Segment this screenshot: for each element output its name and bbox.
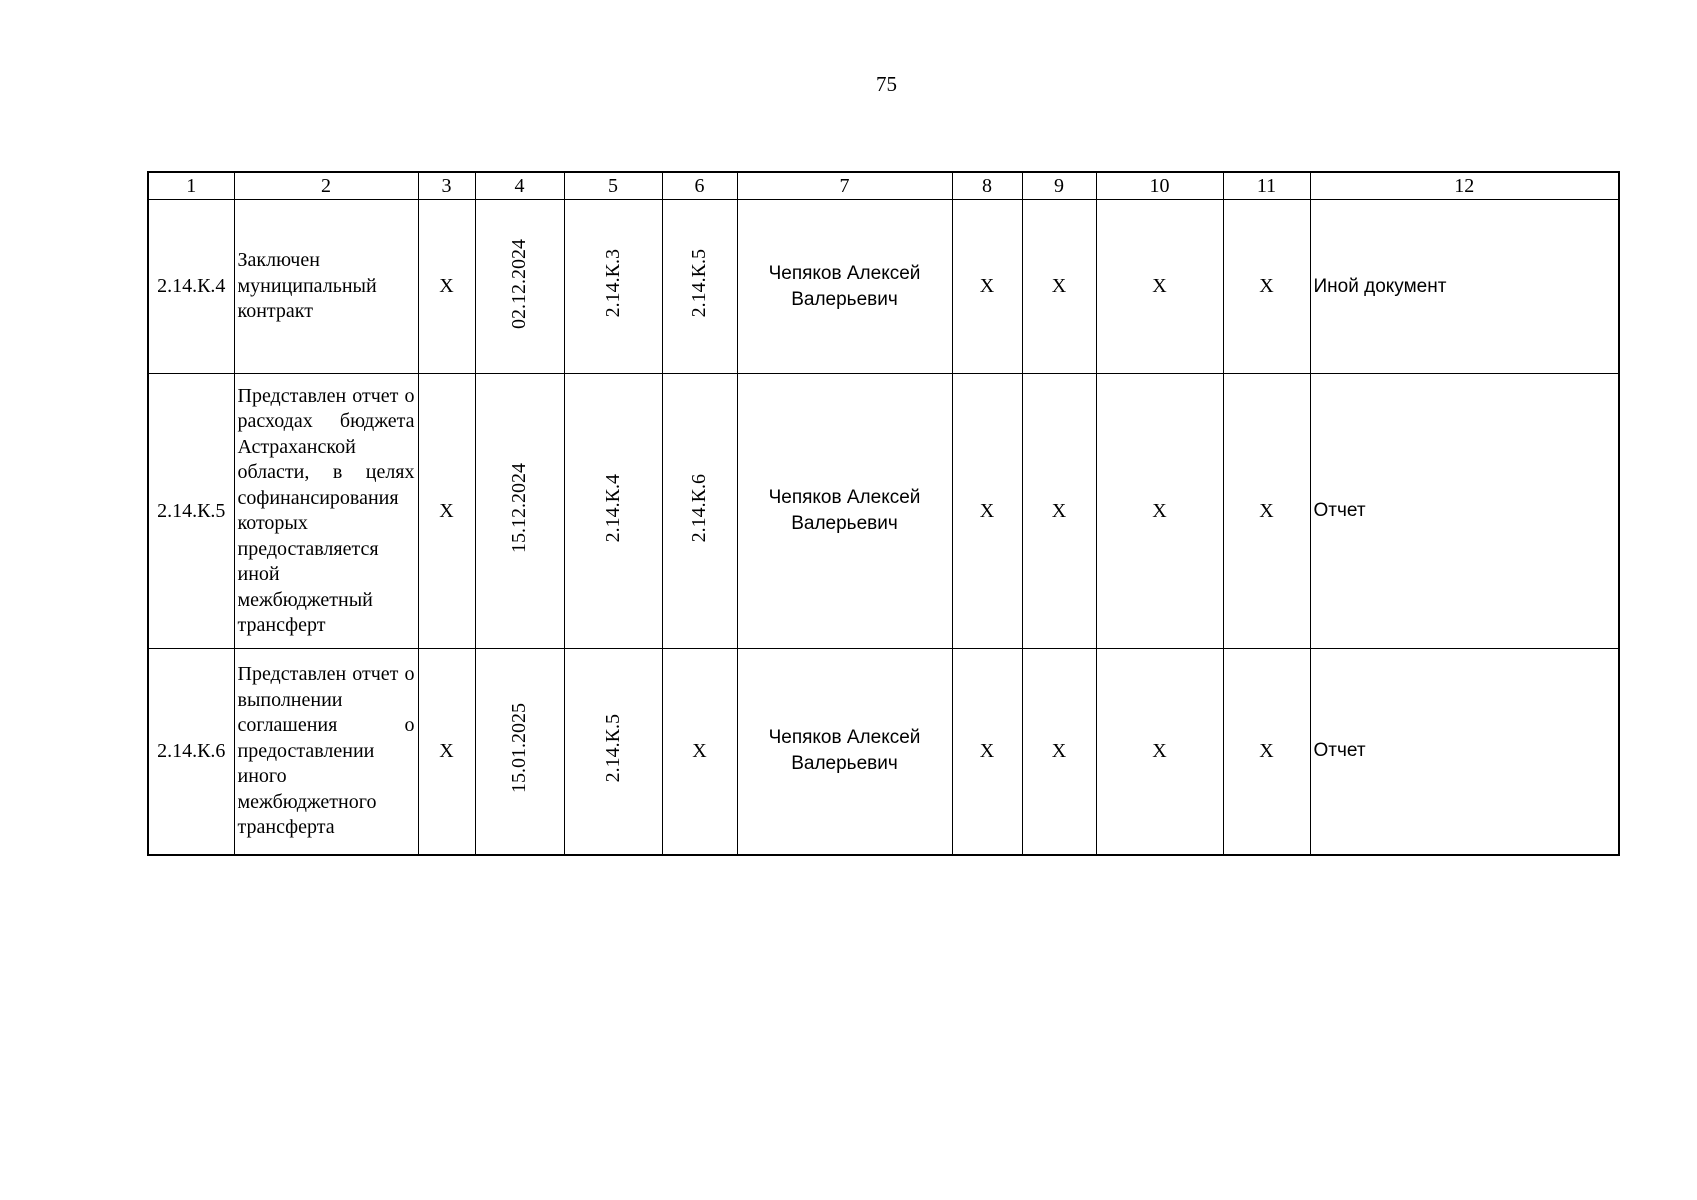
- table-row: [148, 374, 1619, 649]
- row-col8: X: [952, 374, 1022, 649]
- row-col10: X: [1096, 200, 1223, 374]
- row-code: 2.14.К.4: [148, 200, 234, 374]
- header-cell: 6: [662, 172, 737, 200]
- table-row: [148, 649, 1619, 855]
- table-row: [148, 200, 1619, 374]
- header-cell: 1: [148, 172, 234, 200]
- header-cell: 10: [1096, 172, 1223, 200]
- row-successor: 2.14.К.5: [688, 249, 710, 318]
- table-header-row: [148, 172, 1619, 200]
- row-col3: X: [418, 374, 475, 649]
- row-col11: X: [1223, 649, 1310, 855]
- row-successor: 2.14.К.6: [688, 473, 710, 543]
- row-col10: X: [1096, 374, 1223, 649]
- row-code: 2.14.К.6: [148, 649, 234, 855]
- row-code: 2.14.К.5: [148, 374, 234, 649]
- row-date: 15.12.2024: [508, 463, 530, 553]
- header-cell: 8: [952, 172, 1022, 200]
- row-col9: X: [1022, 649, 1096, 855]
- row-date: 15.01.2025: [508, 703, 530, 794]
- row-col9: X: [1022, 374, 1096, 649]
- header-cell: 12: [1310, 172, 1619, 200]
- row-responsible: Чепяков Алексей Валерьевич: [737, 374, 952, 649]
- row-col10: X: [1096, 649, 1223, 855]
- row-col8: X: [952, 649, 1022, 855]
- control-points-table: [147, 171, 1620, 856]
- row-predecessor: 2.14.К.3: [601, 249, 624, 318]
- header-cell: 5: [564, 172, 662, 200]
- row-result: Иной документ: [1310, 200, 1619, 374]
- row-col3: X: [418, 200, 475, 374]
- row-description: Представлен отчет о выполнении соглашения о предоставлении иного межбюджетного трансферта: [234, 649, 418, 855]
- row-date: 02.12.2024: [508, 238, 530, 329]
- row-description: Заключен муниципальный контракт: [234, 200, 418, 374]
- row-responsible: Чепяков Алексей Валерьевич: [737, 649, 952, 855]
- row-col11: X: [1223, 374, 1310, 649]
- header-cell: 2: [234, 172, 418, 200]
- row-predecessor: 2.14.К.5: [601, 714, 624, 783]
- header-cell: 3: [418, 172, 475, 200]
- row-predecessor: 2.14.К.4: [601, 473, 624, 543]
- row-result: Отчет: [1310, 649, 1619, 855]
- header-cell: 7: [737, 172, 952, 200]
- row-result: Отчет: [1310, 374, 1619, 649]
- row-col9: X: [1022, 200, 1096, 374]
- row-col11: X: [1223, 200, 1310, 374]
- header-cell: 11: [1223, 172, 1310, 200]
- page-number: 75: [876, 72, 897, 96]
- row-description: Представлен отчет о расходах бюджета Астраханской области, в целях софинансирования которых предоставляется иной межбюджетный трансферт: [234, 374, 418, 649]
- row-responsible: Чепяков Алексей Валерьевич: [737, 200, 952, 374]
- row-col3: X: [418, 649, 475, 855]
- header-cell: 4: [475, 172, 564, 200]
- row-successor: X: [662, 649, 737, 855]
- header-cell: 9: [1022, 172, 1096, 200]
- row-col8: X: [952, 200, 1022, 374]
